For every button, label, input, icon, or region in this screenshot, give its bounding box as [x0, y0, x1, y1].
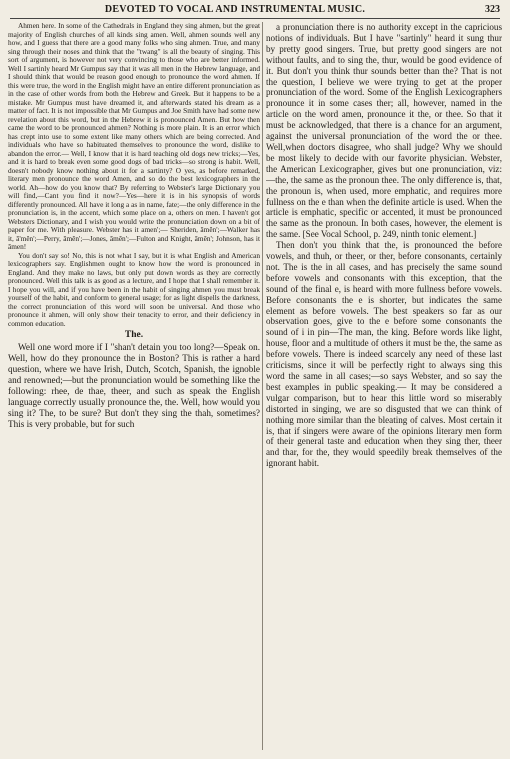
- paragraph: Ahmen here. In some of the Cathedrals in England they sing ahmen, but the great majority of English churches of all kinds sing amen. Well, ahmen sounds well any how, and I guess that there are a good many folks who sing ahmen. True, and many sing through their noses and think that the "twang" is all the beauty of singing. This sort of argument, is however not very convincing to those who are better informed. Well I sartinly heard Mr Gumpus say that it was all men in the Hebrew language, and I should think that would be reason good enough to pronounce the word ahmen. If this were true, the word in the English might have an entire different pronunciation as in the case of other words from both the Hebrew and Greek. But it happens to be a mistake. Mr Gumpus must have dreamed it, and afterwards stated his dream as a matter of fact. It is not impossible that Mr Gumpus and Joe Smith have had some new revelation about this word, but in the Hebrew it is pronounced Amen. But how then came the word to be pronounced ahmen? Nothing is more plain. It is an error which has crept into use to some extent like many others which are being corrected. And individuals who have so habituated themselves to pronounce the word, dislike to abandon the error.— Well, I know that it is hard teaching old dogs new tricks;—Yes, and it is hard to break even some good dogs of bad tricks—so strong is habit. Well, doesn't nobody know nothing about it for a sartinty? O yes, as before remarked, literary men pronounce the word Amen, and so do the best lexicographers in the world. Ah—how do you know that? By referring to Webster's large Dictionary you will find,—Cant you find it now?—Yes—here it is in his synopsis of words differently pronounced. All have it long a as in name, fate;—the only difference in the pronunciation is, in the accent, which some place on a, others on men. I haven't got Websters Dictionary, and I wish you would write the pronunciation down on a bit of paper for me. With pleasure. Webster has it amen';— Sheriden, āmĕn';—Walker has it, ā'mĕn';—Perry, āmĕn';—Jones, āmĕn';—Fulton and Knight, āmĕn'; Johnson, has it āmen!: [8, 22, 260, 251]
- page-number: 323: [485, 4, 500, 15]
- running-header: [10, 4, 500, 19]
- right-column: [266, 22, 502, 752]
- paragraph: a pronunciation there is no authority except in the capricious notions of individuals. But I have "sartinly" heard it sung thur by pretty good singers. True, but pretty good singers are not without faults, and to sing the, thur, would be good evidence of it. But don't you think thur sounds better than the? That is not the question, I believe we were trying to get at the proper pronunciation of the word. Some of the English Lexicographers pronounce it in some cases ther; all, however, named in the article on the word amen, pronounce it the, or thee. So that it must be acknowledged, that there is a chance for an argument, against the universal pronunciation of the word the or thee. Well,when doctors disagree, who shall judge? Why we should be most likely to decide with our favorite physician. Webster, the American Lexicographer, gives but one pronunciation, viz:—the, the same as the pronoun thee. The only difference is, that, the pronoun is, when used, more emphatic, and requires more fullness on the e than when the definite article is used. When the article is emphatic, specific or accented, it must be pronounced the same as the pronoun. In both cases, however, the element is the same. [See Vocal School, p. 249, ninth tonic element.]: [266, 22, 502, 240]
- column-divider: [262, 22, 263, 750]
- paragraph: You don't say so! No, this is not what I say, but it is what English and American lexicographers say. Englishmen ought to know how the word is pronounced in England. And they make no laws, but only put down words as they are correctly pronounced. Well this talk is as good as a lecture, and I hope that I shall remember it. I hope you will, and if you have been in the habit of singing ahmen you must break yourself of the habit, and conform to general usage; for as light dispells the darkness, the correct pronunciation of this word will soon be universal. And those who pronounce it ahmen, will only show their tenacity to error, and their deficiency in common education.: [8, 250, 260, 328]
- left-column: [8, 22, 260, 752]
- section-body: [8, 342, 260, 430]
- paragraph: Well one word more if I "shan't detain you too long?—Speak on. Well, how do they pronounce the in Boston? This is rather a hard question, where we have Irish, Dutch, Scotch, Spanish, the ignoble and renowned;—but the pronunciation would be something like the following: rhee, de thae, theer, and such as speak the English language correctly usually pronounce the, the. Well, how would you sing it? The, to be sure? But don't they sing the thah, sometimes? This is very probable, but for such: [8, 341, 260, 429]
- header-title: DEVOTED TO VOCAL AND INSTRUMENTAL MUSIC.: [104, 4, 366, 15]
- left-column-body: [8, 22, 260, 328]
- section-heading: The.: [124, 330, 144, 340]
- paragraph: Then don't you think that the, is pronounced the before vowels, and thuh, or theer, or ther, before consonants, certainly not. The is the in all cases, and has precisely the same sound before vowels and consonants with this exception, that the sound of the final e, is heard with more fullness before vowels. Before consonants the e is shorter, but indicates the same element as before vowels. The best speakers so far as our observation goes, give to the e before some consonants the sound of i in pin—The man, the king. Before words like light, house, floor and a multitude of others it must be the, the same as before vowels. There is indeed scarcely any need of these last criticisms, since it will be perfectly right to always sing this word the same in all cases;—so says Webster, and so say the best examples in public speaking.— It may be considered a vulgar comparison, but to hear this little word so miserably distorted in singing, we are so disgusted that we can think of nothing more similar than the bleating of calves. Most certain it is, that if singers were aware of the opinions literary men form of their general taste and education when they sing ther, theer and thar, for the, they would speedily break themselves of the ignorant habit.: [266, 240, 502, 469]
